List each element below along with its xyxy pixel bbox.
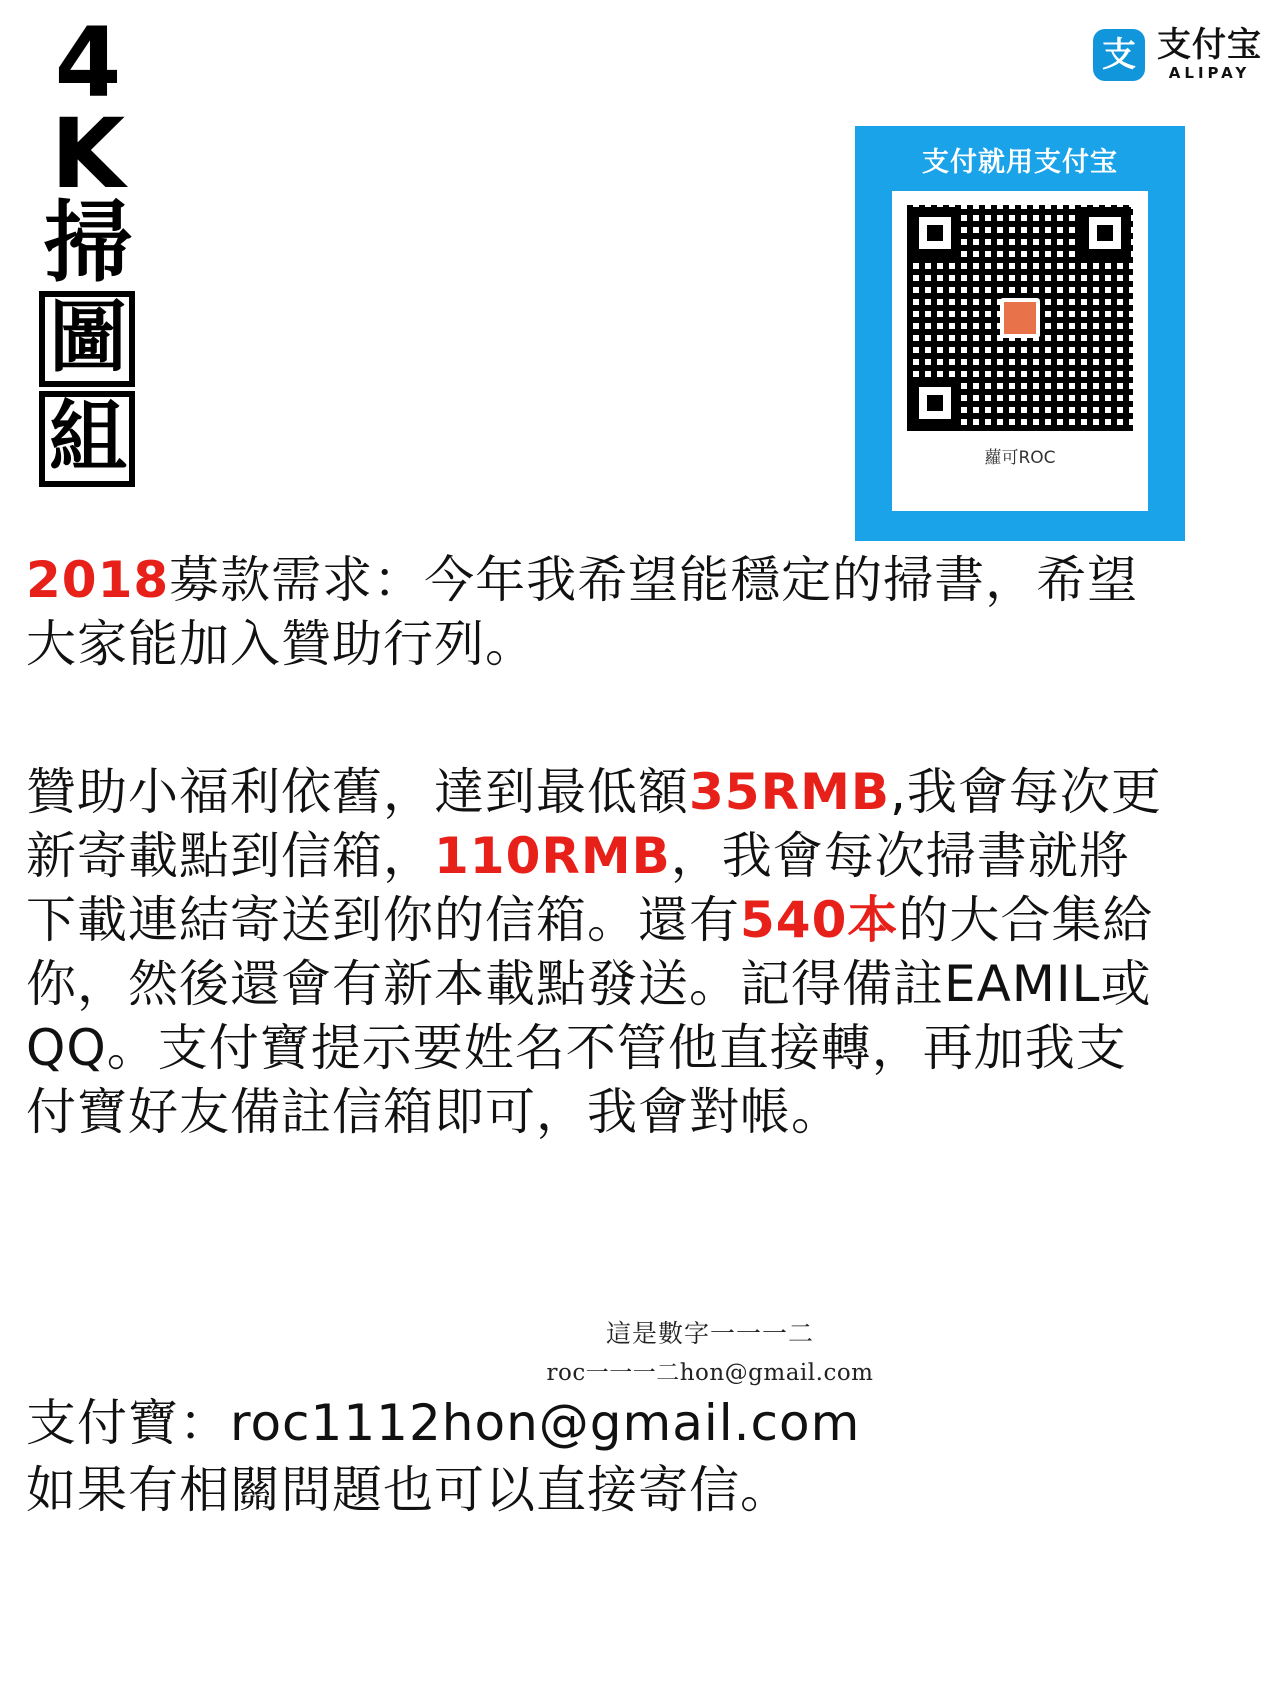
title-char-k: K [50,98,124,211]
qr-card [892,191,1148,511]
qr-finder-top-right [1079,207,1131,259]
qr-payment-panel [855,126,1185,541]
title-char-sao: 掃 [43,191,130,295]
footer-note-line: 如果有相關問題也可以直接寄信。 [26,1461,791,1519]
amount-110rmb: 110RMB [434,827,671,885]
body-text-4: 的大合集給你，然後還會有新本載點發送。記得備註EAMIL或QQ。支付寶提示要姓名不管他直接轉，再加我支付寶好友備註信箱即可，我會對帳。 [26,891,1154,1141]
body-paragraph [26,760,1166,1144]
body-text-1: 贊助小福利依舊，達到最低額 [26,763,689,821]
qr-code-image [907,205,1133,431]
title-char-4: 4 [54,7,120,119]
body-text-2: ,我會每次更新寄載點到信箱， [26,763,1162,885]
qr-finder-bottom-left [909,377,961,429]
alipay-name-en: ALIPAY [1168,64,1251,82]
handwritten-annotation [500,1314,920,1387]
alipay-contact-line: 支付寶：roc1112hon@gmail.com [26,1394,861,1452]
qr-center-avatar [1000,298,1040,338]
qr-slogan: 支付就用支付宝 [922,147,1118,178]
qr-account-name: 蘿可ROC [984,448,1056,468]
intro-year: 2018 [26,551,170,609]
alipay-name-cn: 支付宝 [1157,25,1262,65]
amount-35rmb: 35RMB [689,763,890,821]
alipay-wordmark [1157,25,1262,82]
footer-contact [26,1390,1176,1524]
body-text-3: ，我會每次掃書就將下載連結寄送到你的信箱。還有 [26,827,1130,949]
vertical-title [22,7,152,487]
intro-paragraph [26,548,1166,676]
annotation-line-2: roc一一一二hon@gmail.com [546,1360,874,1386]
intro-text: 募款需求：今年我希望能穩定的掃書，希望大家能加入贊助行列。 [26,551,1139,673]
title-char-zu: 組 [39,391,135,487]
qr-finder-top-left [909,207,961,259]
alipay-logo [1093,25,1262,82]
alipay-icon: 支 [1093,29,1145,81]
count-540-books: 540本 [740,891,899,949]
annotation-line-1: 這是數字一一一二 [605,1319,814,1348]
title-char-tu: 圖 [39,291,135,387]
